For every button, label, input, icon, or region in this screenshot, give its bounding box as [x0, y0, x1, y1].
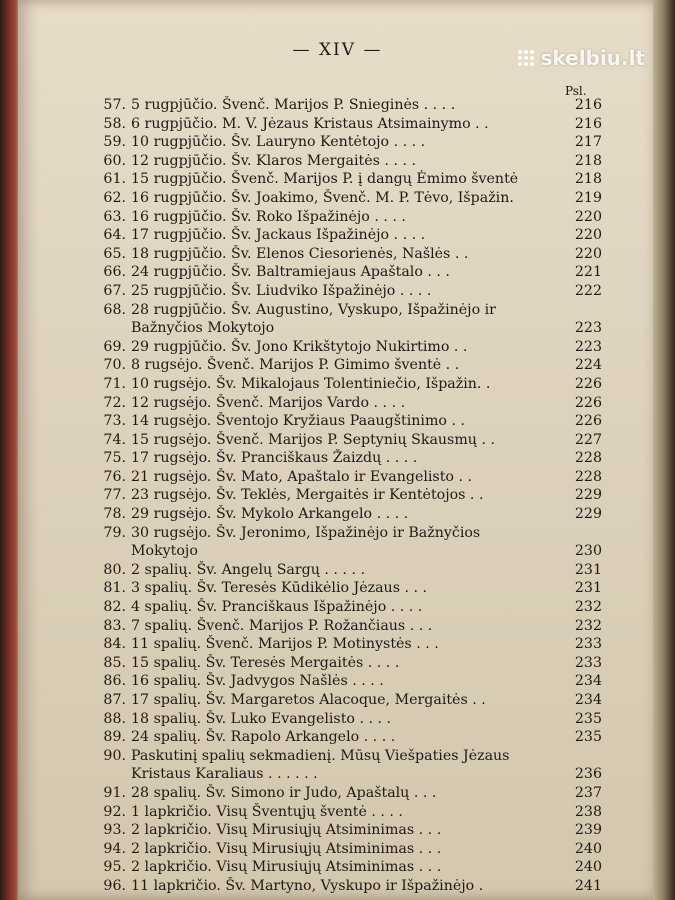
entry-number: 64.: [103, 227, 126, 244]
entry-number: 90.: [103, 747, 126, 764]
entry-page-number: 240: [574, 859, 602, 876]
toc-entry: [100, 152, 602, 171]
entry-title: 14 rugsėjo. Šventojo Kryžiaus Paaugštinimo . .: [131, 413, 465, 430]
entry-page-number: 228: [574, 468, 602, 485]
entry-page-number: 235: [574, 729, 602, 746]
entry-title: 18 spalių. Šv. Luko Evangelisto . . . .: [131, 710, 392, 727]
entry-number: 66.: [103, 264, 126, 281]
entry-number: 59.: [103, 134, 126, 151]
entry-title: 1 lapkričio. Visų Šventųjų šventė . . . .: [131, 803, 403, 820]
entry-title: 15 rugpjūčio. Švenč. Marijos P. į dangų Ėmimo šventė: [131, 171, 519, 188]
entry-title: 12 rugpjūčio. Šv. Klaros Mergaitės . . . .: [131, 152, 416, 169]
toc-entry: [100, 858, 602, 877]
entry-page-number: 220: [574, 208, 602, 225]
toc-entry: [100, 189, 602, 208]
entry-title: 23 rugsėjo. Šv. Teklės, Mergaitės ir Kentėtojos . .: [131, 487, 484, 504]
entry-page-number: 238: [574, 803, 602, 820]
entry-title: 5 rugpjūčio. Švenč. Marijos P. Snieginės . . . .: [131, 97, 456, 113]
entry-page-number: 216: [574, 115, 602, 132]
entry-title: 3 spalių. Šv. Teresės Kūdikėlio Jėzaus . . .: [131, 580, 428, 597]
entry-title: 2 lapkričio. Visų Mirusiųjų Atsiminimas . . .: [131, 840, 442, 857]
entry-number: 74.: [103, 431, 126, 448]
toc-entry: [100, 375, 602, 394]
watermark-dots-icon: [518, 50, 534, 66]
toc-entry: [100, 654, 602, 673]
toc-entry: [100, 449, 602, 468]
entry-number: 84.: [103, 636, 126, 653]
toc-entry: [100, 821, 602, 840]
entry-page-number: 220: [574, 245, 602, 262]
entry-title: 21 rugsėjo. Šv. Mato, Apaštalo ir Evangelisto . .: [131, 468, 472, 485]
toc-entry: [100, 170, 602, 189]
entry-title: 2 lapkričio. Visų Mirusiųjų Atsiminimas . . .: [131, 859, 442, 876]
watermark-text: skelbiu.lt: [540, 46, 645, 70]
toc-entry: [100, 468, 602, 487]
entry-page-number: 218: [574, 152, 602, 169]
entry-number: 57.: [103, 97, 126, 113]
toc-entry: [100, 486, 602, 505]
entry-title: 30 rugsėjo. Šv. Jeronimo, Išpažinėjo ir Bažnyčios Mokytojo: [131, 524, 481, 560]
toc-entry: [100, 579, 602, 598]
page-header: — XIV —: [292, 40, 383, 60]
entry-title: 29 rugpjūčio. Šv. Jono Krikštytojo Nukirtimo . .: [131, 338, 468, 355]
entry-page-number: 218: [574, 171, 602, 188]
entry-number: 95.: [103, 859, 126, 876]
entry-number: 81.: [103, 580, 126, 597]
toc-entry: [100, 226, 602, 245]
toc-entry: [100, 691, 602, 710]
toc-entry: [100, 394, 602, 413]
entry-page-number: 237: [574, 784, 602, 801]
entry-title: 29 rugsėjo. Šv. Mykolo Arkangelo . . . .: [131, 506, 409, 523]
entry-title: 18 rugpjūčio. Šv. Elenos Ciesorienės, Našlės . .: [131, 245, 469, 262]
entry-page-number: 239: [574, 822, 602, 839]
entry-number: 63.: [103, 208, 126, 225]
toc-entry: [100, 115, 602, 134]
entry-page-number: 227: [574, 431, 602, 448]
entry-title: 10 rugsėjo. Šv. Mikalojaus Tolentiniečio, Išpažin. .: [131, 375, 491, 392]
toc-entry: [100, 412, 602, 431]
table-of-contents: [100, 96, 602, 896]
entry-page-number: 217: [574, 134, 602, 151]
entry-number: 75.: [103, 450, 126, 467]
entry-title: 6 rugpjūčio. M. V. Jėzaus Kristaus Atsimainymo . .: [131, 115, 489, 132]
entry-number: 69.: [103, 338, 126, 355]
toc-entry: [100, 672, 602, 691]
entry-title: 16 rugpjūčio. Šv. Roko Išpažinėjo . . . .: [131, 208, 406, 225]
toc-entry: [100, 617, 602, 636]
entry-number: 61.: [103, 171, 126, 188]
entry-page-number: 226: [574, 413, 602, 430]
entry-page-number: 233: [574, 654, 602, 671]
toc-entry: [100, 208, 602, 227]
entry-page-number: 236: [574, 766, 602, 783]
entry-number: 73.: [103, 413, 126, 430]
entry-title: 17 rugpjūčio. Šv. Jackaus Išpažinėjo . . . .: [131, 227, 426, 244]
entry-page-number: 230: [574, 543, 602, 560]
toc-entry: [100, 282, 602, 301]
toc-entry: [100, 245, 602, 264]
toc-entry: [100, 840, 602, 859]
entry-number: 58.: [103, 115, 126, 132]
entry-title: 2 spalių. Šv. Angelų Sargų . . . . .: [131, 561, 365, 578]
entry-number: 94.: [103, 840, 126, 857]
entry-title: 24 rugpjūčio. Šv. Baltramiejaus Apaštalo . . .: [131, 264, 450, 281]
toc-entry: [100, 747, 602, 784]
entry-page-number: 220: [574, 227, 602, 244]
toc-entry: [100, 524, 602, 561]
toc-entry: [100, 877, 602, 896]
entry-title: 4 spalių. Šv. Pranciškaus Išpažinėjo . . . .: [131, 599, 423, 616]
entry-page-number: 226: [574, 394, 602, 411]
toc-entry: [100, 431, 602, 450]
entry-page-number: 231: [574, 561, 602, 578]
toc-entry: [100, 710, 602, 729]
entry-number: 87.: [103, 692, 126, 708]
entry-number: 60.: [103, 152, 126, 169]
toc-entry: [100, 96, 602, 115]
entry-title: 8 rugsėjo. Švenč. Marijos P. Gimimo šventė . .: [131, 357, 460, 374]
entry-title: 28 rugpjūčio. Šv. Augustino, Vyskupo, Išpažinėjo ir Bažnyčios Mokytojo: [131, 301, 496, 337]
entry-page-number: 232: [574, 617, 602, 634]
toc-entry: [100, 356, 602, 375]
toc-entry: [100, 728, 602, 747]
entry-title: 15 spalių. Šv. Teresės Mergaitės . . . .: [131, 654, 400, 671]
entry-page-number: 240: [574, 840, 602, 857]
entry-page-number: 233: [574, 636, 602, 653]
toc-entry: [100, 803, 602, 822]
entry-title: 16 spalių. Šv. Jadvygos Našlės . . . .: [131, 673, 384, 690]
entry-number: 68.: [103, 301, 126, 318]
entry-number: 89.: [103, 729, 126, 746]
entry-title: 28 spalių. Šv. Simono ir Judo, Apaštalų . . .: [131, 784, 437, 801]
entry-title: 10 rugpjūčio. Šv. Lauryno Kentėtojo . . . .: [131, 134, 426, 151]
entry-page-number: 223: [574, 320, 602, 337]
entry-page-number: 232: [574, 599, 602, 616]
watermark-logo: [518, 46, 645, 70]
entry-number: 88.: [103, 710, 126, 727]
entry-number: 82.: [103, 599, 126, 616]
entry-page-number: 226: [574, 375, 602, 392]
entry-page-number: 216: [574, 97, 602, 113]
entry-number: 65.: [103, 245, 126, 262]
entry-title: 2 lapkričio. Visų Mirusiųjų Atsiminimas . . .: [131, 822, 442, 839]
entry-number: 67.: [103, 282, 126, 299]
toc-entry: [100, 784, 602, 803]
entry-number: 79.: [103, 524, 126, 541]
toc-entry: [100, 505, 602, 524]
entry-title: 17 spalių. Šv. Margaretos Alacoque, Mergaitės . .: [131, 692, 486, 708]
entry-page-number: 224: [574, 357, 602, 374]
toc-entry: [100, 561, 602, 580]
entry-number: 83.: [103, 617, 126, 634]
page-right-edge: [653, 0, 675, 900]
entry-number: 76.: [103, 468, 126, 485]
entry-title: 12 rugsėjo. Švenč. Marijos Vardo . . . .: [131, 394, 406, 411]
entry-number: 91.: [103, 784, 126, 801]
entry-number: 85.: [103, 654, 126, 671]
entry-number: 71.: [103, 375, 126, 392]
entry-page-number: 229: [574, 487, 602, 504]
page-column-label: Psl.: [565, 84, 587, 98]
entry-number: 96.: [103, 877, 126, 894]
entry-page-number: 234: [574, 673, 602, 690]
entry-number: 77.: [103, 487, 126, 504]
toc-entry: [100, 263, 602, 282]
entry-page-number: 235: [574, 710, 602, 727]
entry-page-number: 223: [574, 338, 602, 355]
entry-number: 70.: [103, 357, 126, 374]
entry-number: 92.: [103, 803, 126, 820]
toc-entry: [100, 598, 602, 617]
toc-entry: [100, 338, 602, 357]
entry-page-number: 234: [574, 692, 602, 708]
entry-title: 24 spalių. Šv. Rapolo Arkangelo . . . .: [131, 729, 396, 746]
entry-number: 62.: [103, 189, 126, 206]
toc-entry: [100, 635, 602, 654]
entry-page-number: 241: [574, 877, 602, 894]
entry-title: 11 lapkričio. Šv. Martyno, Vyskupo ir Išpažinėjo .: [131, 877, 484, 894]
entry-title: 16 rugpjūčio. Šv. Joakimo, Švenč. M. P. Tėvo, Išpažin.: [131, 189, 514, 206]
entry-page-number: 228: [574, 450, 602, 467]
entry-page-number: 222: [574, 282, 602, 299]
entry-title: 25 rugpjūčio. Šv. Liudviko Išpažinėjo . . . .: [131, 282, 432, 299]
entry-title: Paskutinį spalių sekmadienį. Mūsų Viešpaties Jėzaus Kristaus Karaliaus . . . . . .: [131, 747, 510, 783]
entry-page-number: 221: [574, 264, 602, 281]
entry-number: 78.: [103, 506, 126, 523]
entry-title: 15 rugsėjo. Švenč. Marijos P. Septynių Skausmų . .: [131, 431, 495, 448]
entry-title: 7 spalių. Švenč. Marijos P. Rožančiaus . . .: [131, 617, 433, 634]
entry-title: 11 spalių. Švenč. Marijos P. Motinystės . . .: [131, 636, 439, 653]
entry-number: 86.: [103, 673, 126, 690]
entry-number: 93.: [103, 822, 126, 839]
entry-title: 17 rugsėjo. Šv. Pranciškaus Žaizdų . . . .: [131, 450, 418, 467]
entry-page-number: 219: [574, 189, 602, 206]
toc-entry: [100, 301, 602, 338]
entry-page-number: 229: [574, 506, 602, 523]
entry-number: 80.: [103, 561, 126, 578]
entry-number: 72.: [103, 394, 126, 411]
toc-entry: [100, 133, 602, 152]
entry-page-number: 231: [574, 580, 602, 597]
